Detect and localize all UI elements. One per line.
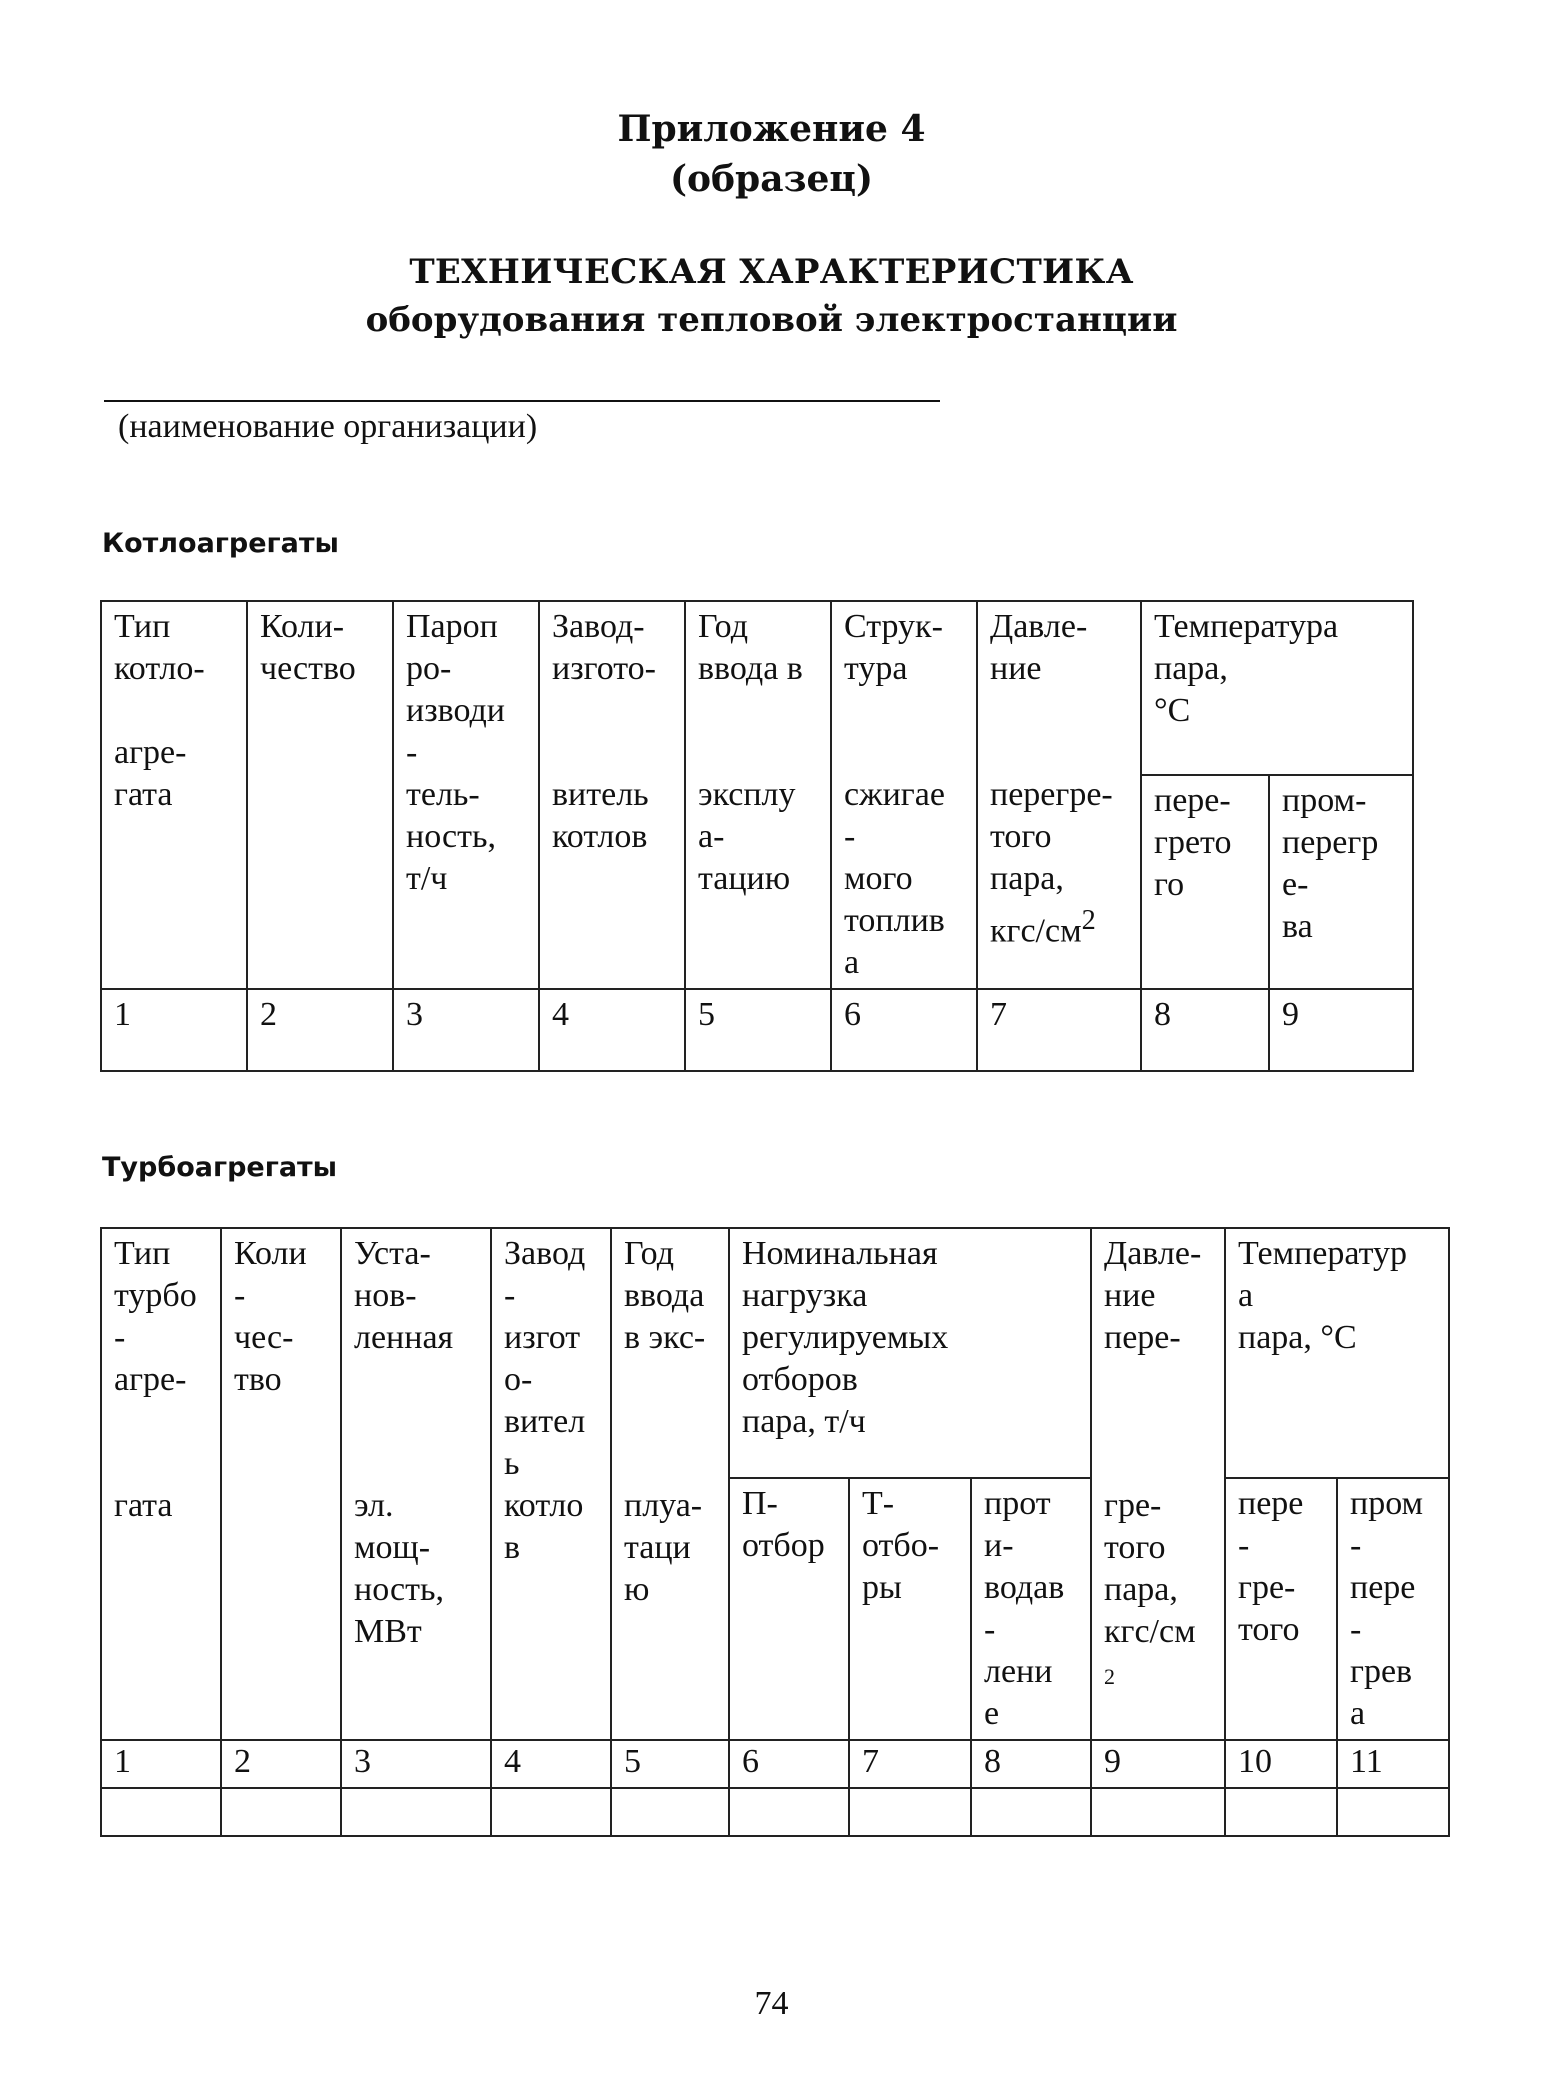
header-text: Коли- чество — [260, 608, 356, 687]
column-number-cell: 1 — [101, 989, 247, 1071]
header-cell-nominal-load: Номинальная нагрузка регулируемых отборов пара, т/ч — [729, 1228, 1091, 1478]
header-cell-steam-temperature: Температура пара, °С — [1141, 601, 1413, 775]
boilers-section-title: Котлоагрегаты — [102, 528, 339, 559]
empty-cell — [1091, 1788, 1225, 1836]
empty-cell — [1225, 1788, 1337, 1836]
header-text: сжигае - мого топлив а — [844, 776, 945, 981]
appendix-title: Приложение 4 — [617, 108, 926, 150]
header-text: котло в — [504, 1487, 584, 1566]
column-number-cell: 6 — [831, 989, 977, 1071]
header-cell-reheat: пром - пере - грев а — [1337, 1478, 1449, 1740]
empty-cell — [1337, 1788, 1449, 1836]
header-cell-quantity — [247, 601, 393, 989]
column-number-cell: 6 — [729, 1740, 849, 1788]
header-text: Давле- ние — [990, 608, 1088, 687]
document-title: ТЕХНИЧЕСКАЯ ХАРАКТЕРИСТИКА — [409, 252, 1134, 292]
organization-caption: (наименование организации) — [118, 408, 538, 445]
empty-cell — [849, 1788, 971, 1836]
boilers-table — [100, 600, 1414, 1072]
header-cell-quantity — [221, 1228, 341, 1740]
empty-cell — [971, 1788, 1091, 1836]
header-text: витель котлов — [552, 776, 649, 855]
header-cell-p-extraction: П- отбор — [729, 1478, 849, 1740]
header-text: Струк- тура — [844, 608, 943, 687]
header-text: Уста- нов- ленная — [354, 1235, 454, 1356]
header-text: эксплу а- тацию — [698, 776, 796, 897]
turbines-table — [100, 1227, 1450, 1837]
header-cell-fuel-structure — [831, 601, 977, 989]
header-cell-steam-capacity — [393, 601, 539, 989]
header-text: Год ввода в экс- — [624, 1235, 706, 1356]
column-number-cell: 4 — [491, 1740, 611, 1788]
header-text: Коли - чес- тво — [234, 1235, 307, 1398]
header-text: Завод- изгото- — [552, 608, 657, 687]
column-number-cell: 2 — [247, 989, 393, 1071]
header-text: перегре- того пара, кгс/см — [990, 776, 1113, 950]
column-number-cell: 3 — [393, 989, 539, 1071]
header-cell-superheated: пере- грето го — [1141, 775, 1269, 989]
column-number-cell: 7 — [977, 989, 1141, 1071]
header-cell-t-extraction: Т- отбо- ры — [849, 1478, 971, 1740]
column-number-cell: 8 — [971, 1740, 1091, 1788]
appendix-note: (образец) — [669, 158, 874, 200]
document-subtitle: оборудования тепловой электростанции — [365, 300, 1178, 340]
column-number-cell: 1 — [101, 1740, 221, 1788]
header-cell-turbine-type — [101, 1228, 221, 1740]
header-cell-installed-power — [341, 1228, 491, 1740]
column-number-cell: 5 — [611, 1740, 729, 1788]
header-text: агре- гата — [114, 734, 187, 813]
column-number-cell: 9 — [1269, 989, 1413, 1071]
header-text: плуа- таци ю — [624, 1487, 703, 1608]
empty-cell — [221, 1788, 341, 1836]
column-number-cell: 10 — [1225, 1740, 1337, 1788]
header-cell-reheat: пром- перегр е- ва — [1269, 775, 1413, 989]
header-text: Завод - изгот о- вител ь — [504, 1235, 586, 1482]
header-cell-superheated: пере - гре- того — [1225, 1478, 1337, 1740]
column-number-cell: 9 — [1091, 1740, 1225, 1788]
header-cell-manufacturer — [539, 601, 685, 989]
header-text: Пароп ро- изводи - — [406, 608, 505, 771]
header-text: гата — [114, 1487, 173, 1524]
empty-cell — [729, 1788, 849, 1836]
empty-cell — [491, 1788, 611, 1836]
header-cell-steam-temperature: Температур а пара, °С — [1225, 1228, 1449, 1478]
header-cell-manufacturer — [491, 1228, 611, 1740]
column-number-cell: 4 — [539, 989, 685, 1071]
header-cell-boiler-type — [101, 601, 247, 989]
empty-cell — [101, 1788, 221, 1836]
header-text: Давле- ние пере- — [1104, 1235, 1202, 1356]
column-number-cell: 5 — [685, 989, 831, 1071]
column-number-cell: 2 — [221, 1740, 341, 1788]
superscript: 2 — [1081, 905, 1096, 936]
column-number-cell: 8 — [1141, 989, 1269, 1071]
empty-cell — [611, 1788, 729, 1836]
header-cell-steam-pressure — [1091, 1228, 1225, 1740]
header-text: тель- ность, т/ч — [406, 776, 496, 897]
header-cell-commissioning-year — [685, 601, 831, 989]
column-number-cell: 3 — [341, 1740, 491, 1788]
header-text: Год ввода в — [698, 608, 803, 687]
header-cell-back-pressure: прот и- водав - лени е — [971, 1478, 1091, 1740]
superscript: 2 — [1104, 1664, 1115, 1689]
page-number: 74 — [754, 1985, 789, 2022]
column-number-cell: 11 — [1337, 1740, 1449, 1788]
column-number-cell: 7 — [849, 1740, 971, 1788]
header-text: гре- того пара, кгс/см — [1104, 1487, 1196, 1650]
header-text: эл. мощ- ность, МВт — [354, 1487, 444, 1650]
organization-name-line — [104, 400, 940, 402]
header-cell-steam-pressure — [977, 601, 1141, 989]
turbines-section-title: Турбоагрегаты — [102, 1152, 338, 1183]
header-cell-commissioning-year — [611, 1228, 729, 1740]
header-text: Тип турбо - агре- — [114, 1235, 197, 1398]
header-text: Тип котло- — [114, 608, 205, 687]
empty-cell — [341, 1788, 491, 1836]
